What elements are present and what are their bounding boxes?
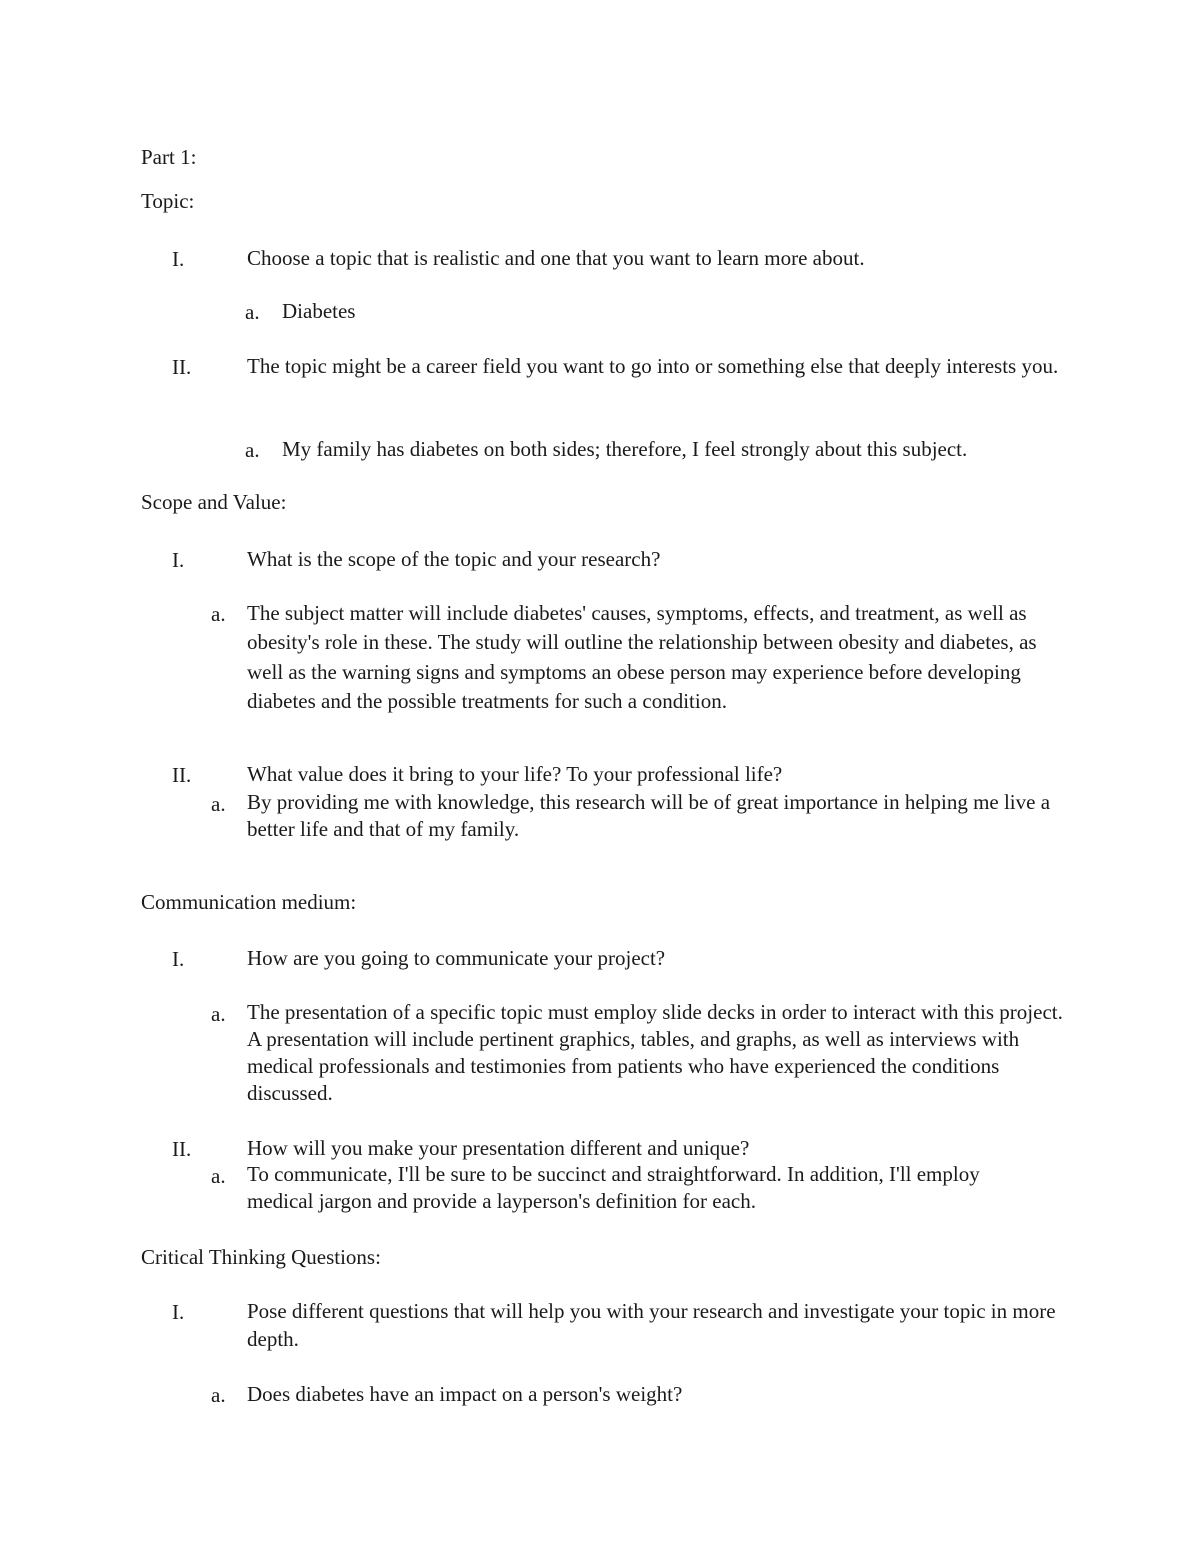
scope-item-2-text: What value does it bring to your life? To your professional life? (247, 762, 783, 786)
medium-item-1-answer-text: The presentation of a specific topic must employ slide decks in order to interact with this project. A presentation will include pertinent graphics, tables, and graphs, as well as interviews with medical professionals and testimonies from patients who have experienced the conditions discussed. (247, 1000, 1063, 1105)
section-heading-scope: Scope and Value: (141, 490, 287, 514)
scope-item-1-answer-text: The subject matter will include diabetes' causes, symptoms, effects, and treatment, as well as obesity's role in these. The study will outline the relationship between obesity and diabetes, as well as the warning signs and symptoms an obese person may experience before developing diabetes and the possible treatments for such a condition. (247, 601, 1037, 714)
critical-item-1-answer-text: Does diabetes have an impact on a person's weight? (247, 1382, 683, 1406)
topic-item-1-answer-text: Diabetes (282, 299, 356, 323)
topic-item-2-marker: II. (172, 355, 192, 379)
scope-item-1-text: What is the scope of the topic and your research? (247, 547, 661, 571)
section-heading-medium: Communication medium: (141, 890, 357, 914)
scope-item-1-marker: I. (172, 548, 185, 572)
scope-item-2-answer-marker: a. (211, 792, 226, 816)
medium-item-1-answer-marker: a. (211, 1002, 226, 1026)
critical-item-1-marker: I. (172, 1300, 185, 1324)
section-heading-critical: Critical Thinking Questions: (141, 1245, 381, 1269)
medium-item-2-marker: II. (172, 1137, 192, 1161)
topic-item-1-answer-marker: a. (245, 300, 260, 324)
part-title: Part 1: (141, 145, 197, 169)
scope-item-2-answer-text: By providing me with knowledge, this research will be of great importance in helping me live a better life and that of my family. (247, 790, 1051, 841)
scope-item-2-marker: II. (172, 763, 192, 787)
medium-item-1-marker: I. (172, 947, 185, 971)
topic-item-2-text: The topic might be a career field you want to go into or something else that deeply interests you. (247, 354, 1059, 378)
section-heading-topic: Topic: (141, 189, 195, 213)
medium-item-2-answer-text: To communicate, I'll be sure to be succinct and straightforward. In addition, I'll employ medical jargon and provide a layperson's definition for each. (247, 1162, 980, 1213)
medium-item-2-text: How will you make your presentation different and unique? (247, 1136, 750, 1160)
topic-item-2-answer-marker: a. (245, 438, 260, 462)
topic-item-1-marker: I. (172, 247, 185, 271)
medium-item-1-text: How are you going to communicate your project? (247, 946, 666, 970)
topic-item-2-answer-text: My family has diabetes on both sides; therefore, I feel strongly about this subject. (282, 437, 968, 461)
critical-item-1-answer-marker: a. (211, 1383, 226, 1407)
critical-item-1-text: Pose different questions that will help you with your research and investigate your topic in more depth. (247, 1299, 1056, 1351)
medium-item-2-answer-marker: a. (211, 1164, 226, 1188)
topic-item-1-text: Choose a topic that is realistic and one that you want to learn more about. (247, 246, 865, 270)
scope-item-1-answer-marker: a. (211, 602, 226, 626)
